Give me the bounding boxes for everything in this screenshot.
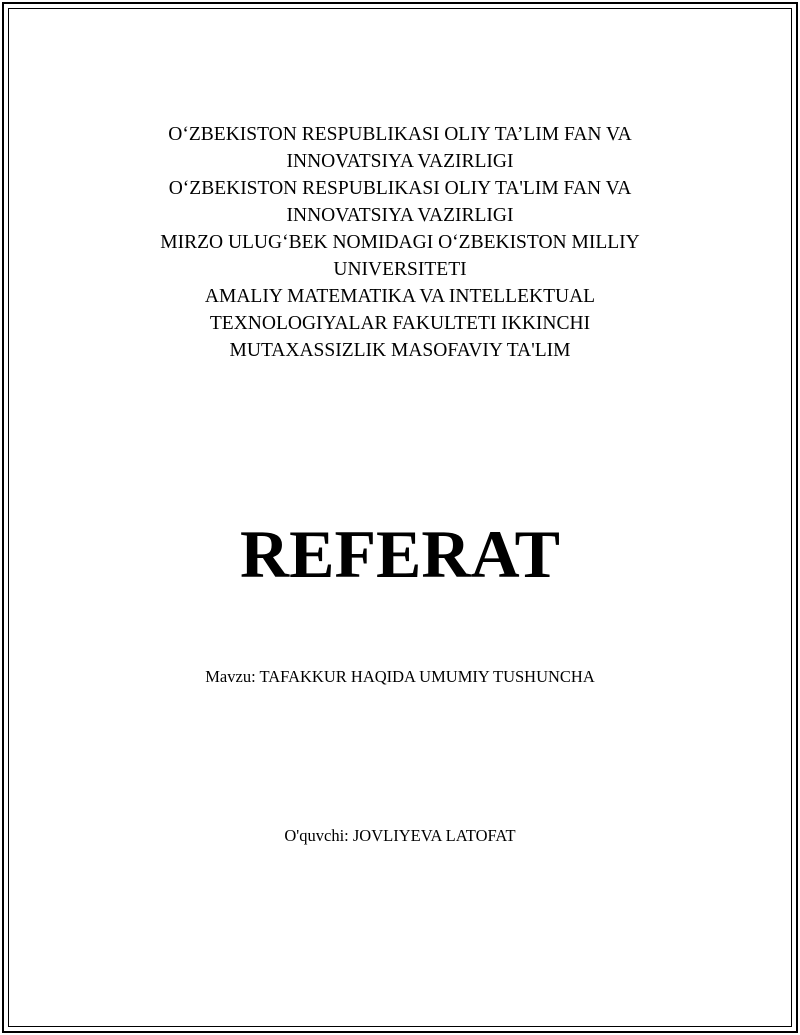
header-line: MIRZO ULUG‘BEK NOMIDAGI O‘ZBEKISTON MILLIY (160, 232, 640, 253)
header-line: INNOVATSIYA VAZIRLIGI (286, 151, 514, 172)
header-line: UNIVERSITETI (333, 259, 467, 280)
student-line: O'quvchi: JOVLIYEVA LATOFAT (284, 826, 516, 845)
document-title: REFERAT (240, 516, 560, 592)
institution-header (100, 121, 700, 364)
topic-line: Mavzu: TAFAKKUR HAQIDA UMUMIY TUSHUNCHA (205, 667, 595, 686)
header-line: MUTAXASSIZLIK MASOFAVIY TA'LIM (229, 340, 571, 361)
header-line: O‘ZBEKISTON RESPUBLIKASI OLIY TA'LIM FAN VA (168, 178, 632, 199)
header-line: O‘ZBEKISTON RESPUBLIKASI OLIY TA’LIM FAN VA (168, 124, 632, 145)
header-line: AMALIY MATEMATIKA VA INTELLEKTUAL (204, 286, 596, 307)
header-line: TEXNOLOGIYALAR FAKULTETI IKKINCHI (209, 313, 591, 334)
header-line: INNOVATSIYA VAZIRLIGI (286, 205, 514, 226)
